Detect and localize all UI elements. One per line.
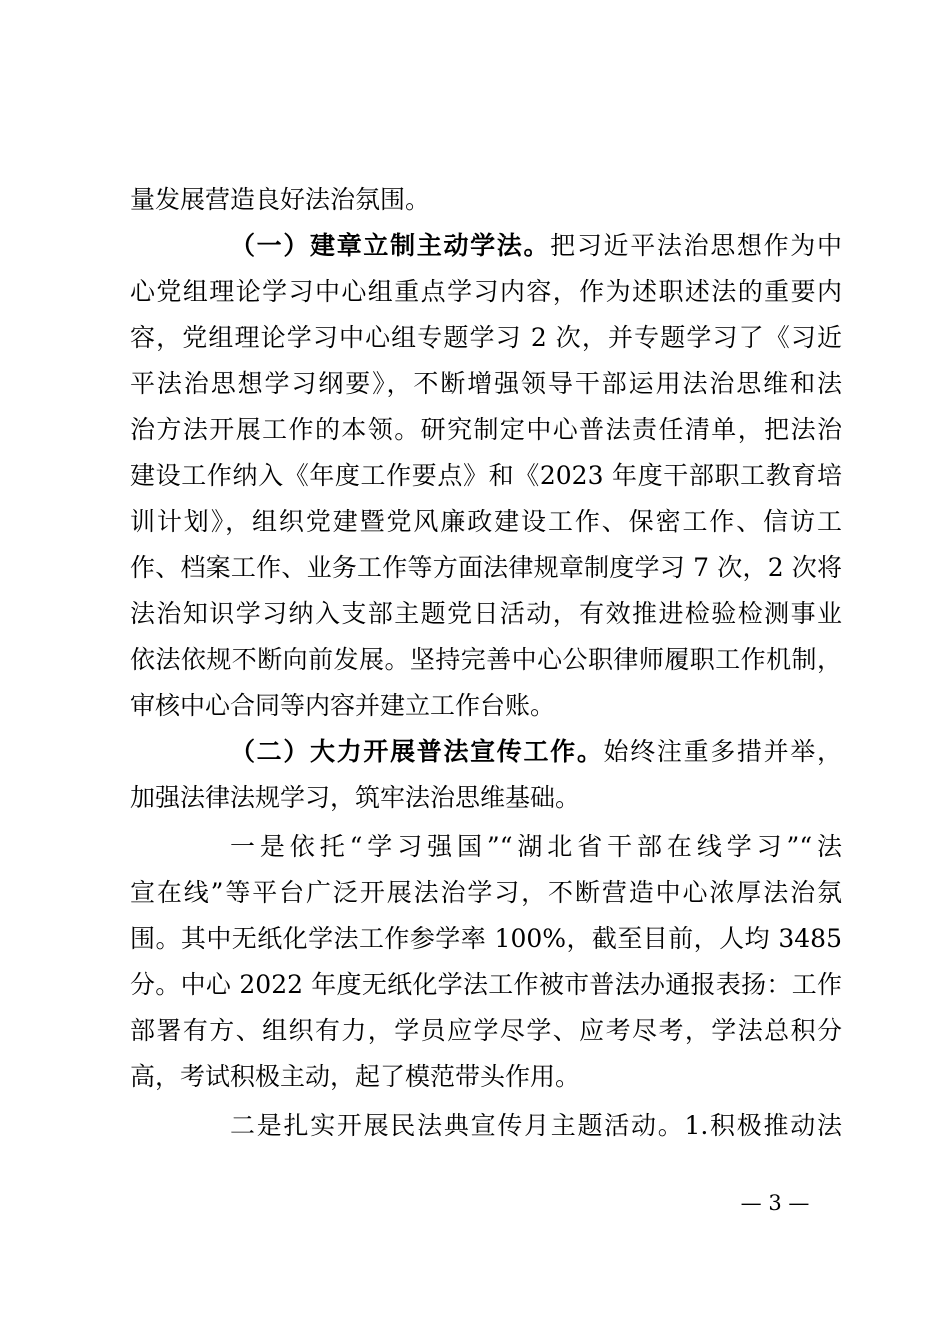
paragraph-line: 部署有方、组织有力，学员应学尽学、应考尽考，学法总积分 bbox=[130, 1016, 842, 1045]
paragraph-line: 审核中心合同等内容并建立工作台账。 bbox=[130, 691, 556, 720]
paragraph-line: 分。中心 2022 年度无纸化学法工作被市普法办通报表扬：工作 bbox=[130, 970, 842, 999]
section-heading: （一）建章立制主动学法。 bbox=[230, 231, 551, 260]
paragraph-text: 把习近平法治思想作为中 bbox=[550, 231, 842, 260]
paragraph-line: 宣在线”等平台广泛开展法治学习，不断营造中心浓厚法治氛 bbox=[130, 878, 842, 907]
paragraph-line: 作、档案工作、业务工作等方面法律规章制度学习 7 次，2 次将 bbox=[130, 553, 842, 582]
paragraph-line: 依法依规不断向前发展。坚持完善中心公职律师履职工作机制， bbox=[130, 645, 842, 674]
paragraph-line: 一是依托“学习强国”“湖北省干部在线学习”“法 bbox=[230, 832, 842, 861]
paragraph-line: 治方法开展工作的本领。研究制定中心普法责任清单，把法治 bbox=[130, 415, 842, 444]
paragraph-line: 加强法律法规学习，筑牢法治思维基础。 bbox=[130, 783, 581, 812]
section-heading: （二）大力开展普法宣传工作。 bbox=[230, 737, 604, 766]
paragraph-line: 容，党组理论学习中心组专题学习 2 次，并专题学习了《习近 bbox=[130, 323, 842, 352]
paragraph-line: 二是扎实开展民法典宣传月主题活动。1.积极推动法 bbox=[230, 1111, 842, 1140]
paragraph-text: 始终注重多措并举， bbox=[603, 737, 842, 766]
paragraph-line: 平法治思想学习纲要》，不断增强领导干部运用法治思维和法 bbox=[130, 369, 842, 398]
paragraph-line: 法治知识学习纳入支部主题党日活动，有效推进检验检测事业 bbox=[130, 599, 842, 628]
paragraph-line bbox=[230, 729, 842, 775]
paragraph-line: 训计划》，组织党建暨党风廉政建设工作、保密工作、信访工 bbox=[130, 507, 842, 536]
paragraph-line: 围。其中无纸化学法工作参学率 100%，截至目前，人均 3485 bbox=[130, 924, 842, 953]
paragraph-line: 量发展营造良好法治氛围。 bbox=[130, 185, 431, 214]
paragraph-line: 心党组理论学习中心组重点学习内容，作为述职述法的重要内 bbox=[130, 277, 842, 306]
paragraph-line bbox=[230, 223, 842, 269]
paragraph-line: 建设工作纳入《年度工作要点》和《2023 年度干部职工教育培 bbox=[130, 461, 842, 490]
page-number: — 3 — bbox=[740, 1191, 810, 1215]
paragraph-line: 高，考试积极主动，起了模范带头作用。 bbox=[130, 1062, 581, 1091]
